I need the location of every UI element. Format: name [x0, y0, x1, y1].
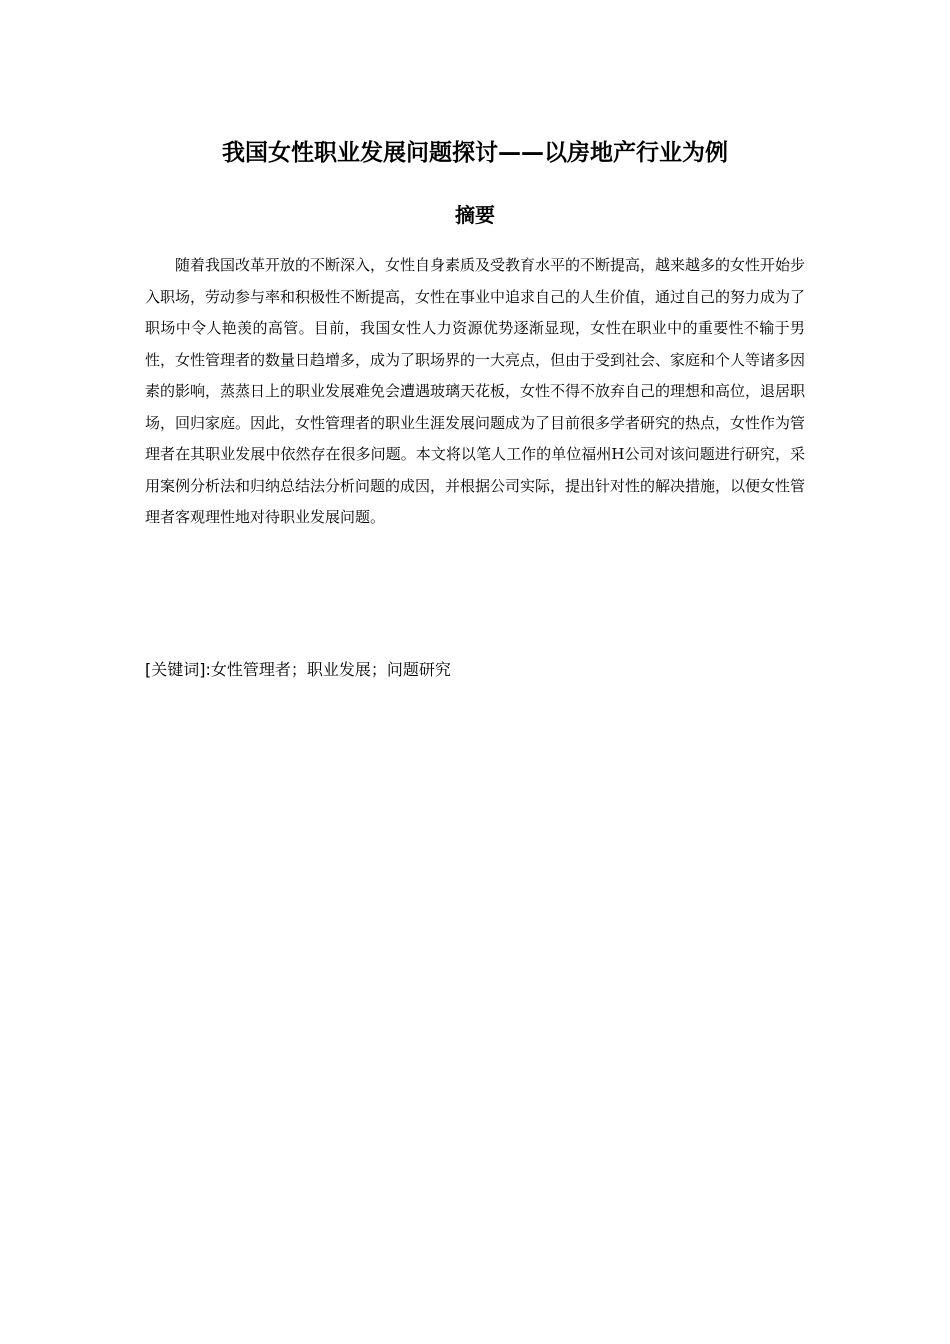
keywords-value: 女性管理者；职业发展；问题研究 [210, 660, 451, 679]
abstract-paragraph: 随着我国改革开放的不断深入，女性自身素质及受教育水平的不断提高，越来越多的女性开始步入职场，劳动参与率和积极性不断提高，女性在事业中追求自己的人生价值，通过自己的努力成为了职场中令人艳羡的高管。目前，我国女性人力资源优势逐渐显现，女性在职业中的重要性不输于男性，女性管理者的数量日趋增多，成为了职场界的一大亮点，但由于受到社会、家庭和个人等诸多因素的影响，蒸蒸日上的职业发展难免会遭遇玻璃天花板，女性不得不放弃自己的理想和高位，退居职场，回归家庭。因此，女性管理者的职业生涯发展问题成为了目前很多学者研究的热点，女性作为管理者在其职业发展中依然存在很多问题。本文将以笔人工作的单位福州H公司对该问题进行研究，采用案例分析法和归纳总结法分析问题的成因，并根据公司实际，提出针对性的解决措施，以便女性管理者客观理性地对待职业发展问题。 [145, 256, 806, 526]
abstract-heading: 摘要 [455, 203, 495, 227]
paper-title: 我国女性职业发展问题探讨——以房地产行业为例 [222, 140, 728, 166]
keywords-separator: : [205, 660, 211, 679]
keywords-line [145, 655, 805, 685]
keywords-label: [关键词] [145, 660, 206, 679]
